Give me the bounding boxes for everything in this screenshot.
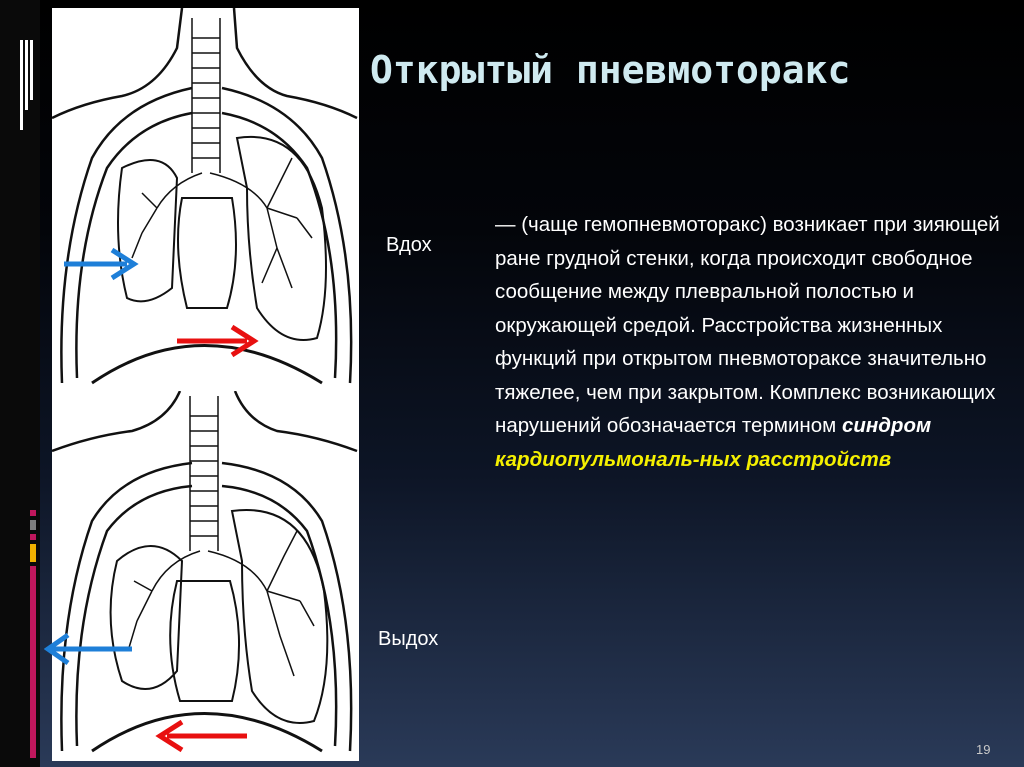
decor-line	[25, 40, 28, 110]
red-arrow-left-icon	[160, 722, 247, 750]
decor-square	[30, 544, 36, 562]
syndrome-term: кардиопульмональ-ных расстройств	[495, 447, 892, 471]
illustration-exhale	[52, 391, 359, 761]
thorax-exhale-drawing	[52, 391, 359, 761]
red-arrow-right-icon	[177, 327, 254, 355]
decor-line	[30, 566, 36, 758]
body-text: — (чаще гемопневмоторакс) возникает при зияющей ране грудной стенки, когда происходит свободное сообщение между плевральной полостью и окружающей средой. Расстройства жизненных функций при открытом пневмотораксе значительно тяжелее, чем при закрытом. Комплекс возникающих нарушений обозначается термином	[495, 213, 1000, 437]
blue-arrow-left-icon	[44, 633, 134, 665]
illustration-inhale	[52, 8, 359, 391]
page-number: 19	[976, 742, 991, 757]
decor-line	[20, 40, 23, 130]
label-inhale: Вдох	[386, 234, 432, 256]
thorax-inhale-drawing	[52, 8, 359, 391]
syndrome-word: синдром	[841, 414, 932, 437]
blue-arrow-right-icon	[64, 250, 134, 278]
decor-line	[30, 40, 33, 100]
decor-square	[30, 534, 36, 540]
label-exhale: Выдох	[378, 628, 439, 650]
decor-square	[30, 520, 36, 530]
decor-square	[30, 510, 36, 516]
slide-title: Открытый пневмоторакс	[370, 48, 851, 92]
body-paragraph	[495, 208, 1005, 476]
